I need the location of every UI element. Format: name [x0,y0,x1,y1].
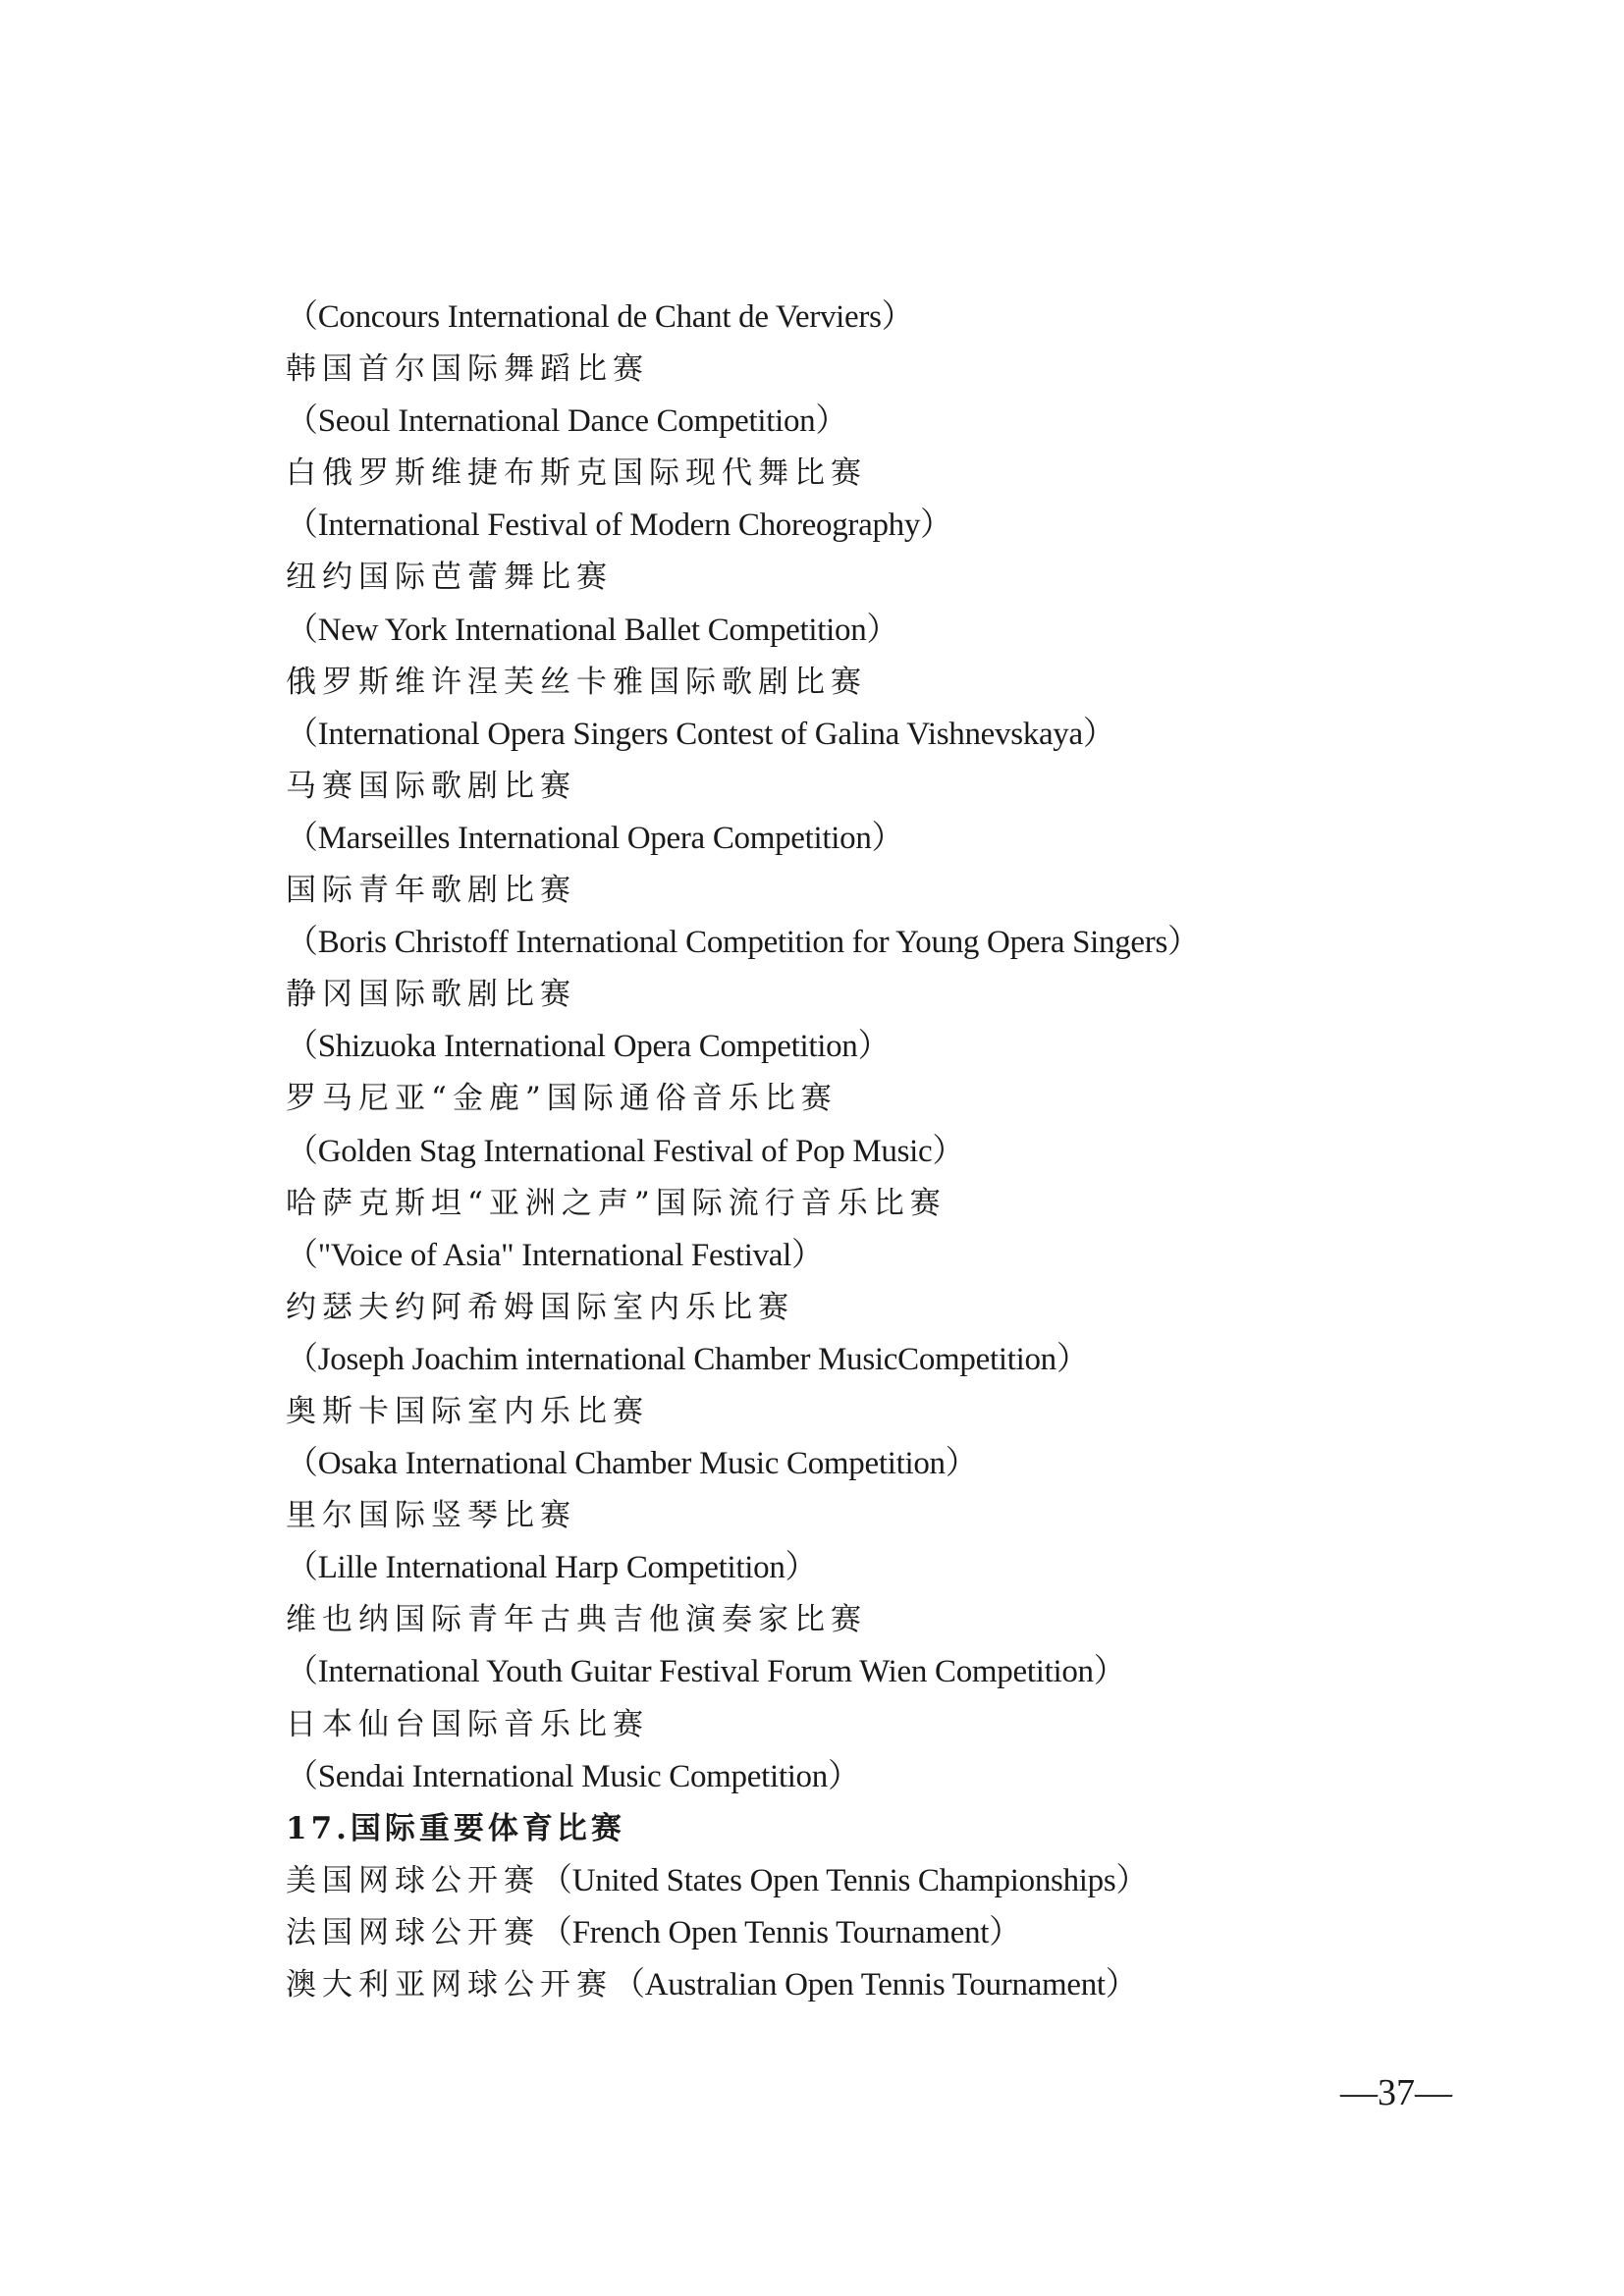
competition-chinese-name: 日本仙台国际音乐比赛 [286,1706,649,1742]
competition-english-name: （International Opera Singers Contest of Galina Vishnevskaya） [286,716,1115,752]
competition-chinese-name: 白俄罗斯维捷布斯克国际现代舞比赛 [286,455,867,492]
competition-english-name: （Shizuoka International Opera Competition） [286,1029,891,1065]
competition-english-name: （Boris Christoff International Competition for Young Opera Singers） [286,925,1200,961]
competition-chinese-name: 里尔国际竖琴比赛 [286,1498,576,1534]
page-number: —37— [1340,2072,1452,2113]
competition-english-name: （Osaka International Chamber Music Competition） [286,1446,978,1482]
competition-english-name: （International Youth Guitar Festival Forum Wien Competition） [286,1654,1126,1690]
sports-event-item [286,1907,1562,1959]
document-body [286,292,1562,2011]
competition-english-name: （New York International Ballet Competition） [286,612,899,648]
competition-chinese-name: 俄罗斯维许涅芙丝卡雅国际歌剧比赛 [286,664,867,700]
sports-event-chinese-name: 法国网球公开赛 [286,1914,540,1950]
competition-chinese-name: 罗马尼亚“金鹿”国际通俗音乐比赛 [286,1081,838,1117]
competition-chinese-name: 国际青年歌剧比赛 [286,873,576,909]
sports-event-item [286,1855,1562,1907]
sports-event-english-name: （Australian Open Tennis Tournament） [613,1967,1138,2002]
competition-english-name: （Seoul International Dance Competition） [286,403,848,440]
competition-english-name: （Golden Stag International Festival of Pop Music） [286,1133,965,1169]
competition-chinese-name: 韩国首尔国际舞蹈比赛 [286,351,649,388]
competition-chinese-name: 维也纳国际青年古典吉他演奏家比赛 [286,1602,867,1638]
sports-event-chinese-name: 美国网球公开赛 [286,1862,540,1898]
competition-chinese-name: 约瑟夫约阿希姆国际室内乐比赛 [286,1289,794,1325]
competition-english-name: （Concours International de Chant de Verviers） [286,299,914,335]
competition-english-name: （Marseilles International Opera Competition） [286,820,904,856]
competition-chinese-name: 马赛国际歌剧比赛 [286,768,576,804]
competition-english-name: （"Voice of Asia" International Festival） [286,1237,824,1273]
sports-event-english-name: （French Open Tennis Tournament） [540,1914,1021,1950]
competition-chinese-name: 奥斯卡国际室内乐比赛 [286,1393,649,1429]
sports-event-english-name: （United States Open Tennis Championships） [540,1862,1149,1898]
competition-chinese-name: 纽约国际芭蕾舞比赛 [286,560,613,596]
competition-english-name: （International Festival of Modern Choreography） [286,507,952,544]
sports-event-chinese-name: 澳大利亚网球公开赛 [286,1967,613,2002]
competition-english-name: （Lille International Harp Competition） [286,1550,818,1586]
competition-english-name: （Sendai International Music Competition） [286,1758,860,1794]
competition-english-name: （Joseph Joachim international Chamber MusicCompetition） [286,1341,1089,1377]
competition-chinese-name: 哈萨克斯坦“亚洲之声”国际流行音乐比赛 [286,1185,947,1221]
competition-chinese-name: 静冈国际歌剧比赛 [286,977,576,1013]
section-heading: 17.国际重要体育比赛 [286,1810,625,1846]
sports-event-item [286,1959,1562,2011]
